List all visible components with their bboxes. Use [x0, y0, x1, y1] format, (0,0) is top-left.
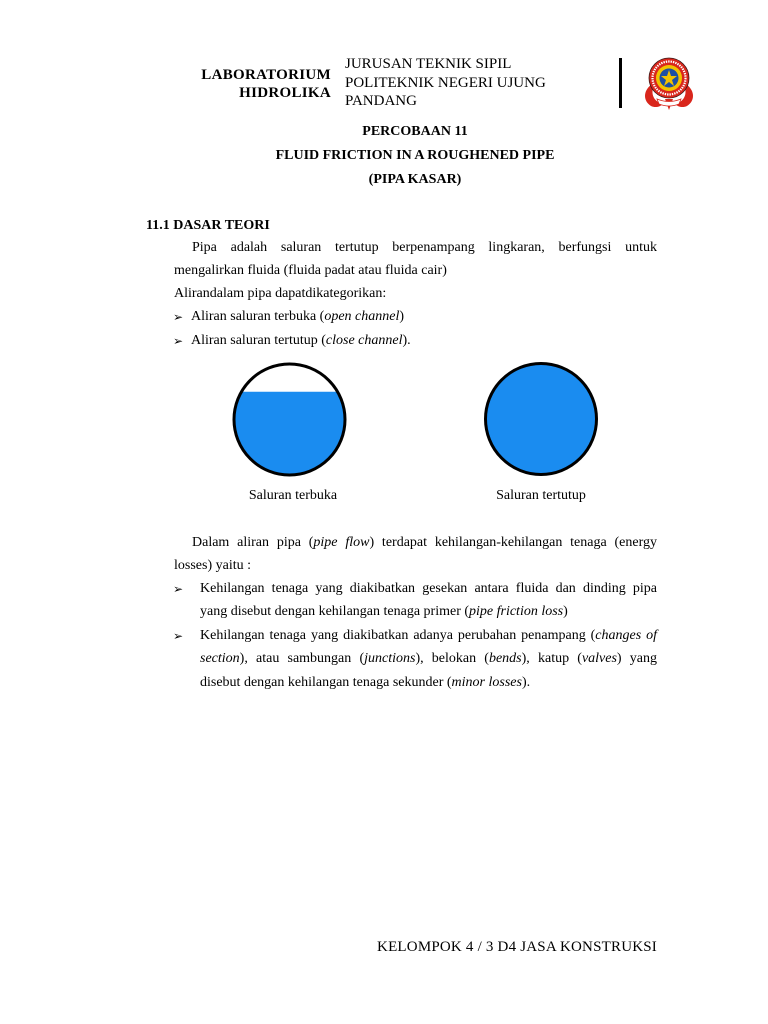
paragraph-text: ) [563, 604, 568, 619]
paragraph-text: Dalam aliran pipa ( [192, 535, 314, 550]
paragraph-text: yang disebut dengan kehilangan tenaga primer ( [200, 604, 470, 619]
category-text: Aliran saluran terbuka ( [191, 309, 325, 324]
paragraph-text: ) yang [616, 651, 657, 666]
category-open-channel [191, 307, 404, 327]
arrowhead-bullet-icon: ➢ [173, 334, 184, 348]
paragraph-term: valves [581, 651, 617, 666]
minor-loss-line-1 [200, 626, 657, 646]
arrowhead-bullet-icon: ➢ [173, 310, 184, 324]
paragraph-text: ), atau sambungan ( [239, 651, 365, 666]
paragraph-text: ), belokan ( [415, 651, 489, 666]
category-text: Aliran saluran tertutup ( [191, 333, 326, 348]
category-term: open channel [324, 309, 400, 324]
paragraph-term: junctions [364, 651, 416, 666]
minor-loss-line-3 [200, 673, 530, 693]
intro-line-2: mengalirkan fluida (fluida padat atau fluida cair) [174, 263, 447, 278]
paragraph-term: changes of [595, 628, 657, 643]
arrowhead-bullet-icon: ➢ [173, 582, 184, 596]
paragraph-text: disebut dengan kehilangan tenaga sekunder ( [200, 675, 452, 690]
primary-loss-line-1: Kehilangan tenaga yang diakibatkan gesekan antara fluida dan dinding pipa [200, 581, 657, 596]
paragraph-text: ). [521, 675, 531, 690]
intro-line-3: Alirandalam pipa dapatdikategorikan: [174, 286, 387, 301]
category-closing: ). [402, 333, 411, 348]
arrowhead-bullet-icon: ➢ [173, 629, 184, 643]
department-line-1: JURUSAN TEKNIK SIPIL [345, 56, 512, 72]
paragraph-text: Kehilangan tenaga yang diakibatkan adanya perubahan penampang ( [200, 628, 596, 643]
paragraph-term: minor losses [451, 675, 522, 690]
closed-channel-label: Saluran tertutup [496, 488, 586, 503]
experiment-title: FLUID FRICTION IN A ROUGHENED PIPE [275, 148, 555, 163]
lab-name-line-2: HIDROLIKA [239, 85, 331, 101]
paragraph-term: pipe flow [313, 535, 370, 550]
category-term: close channel [325, 333, 403, 348]
category-closing: ) [399, 309, 405, 324]
department-line-2: POLITEKNIK NEGERI UJUNG [345, 75, 546, 91]
energy-losses-line-2: losses) yaitu : [174, 558, 251, 573]
header-divider [619, 58, 622, 108]
primary-loss-line-2 [200, 602, 568, 622]
energy-losses-line-1 [192, 533, 657, 553]
pipe-cross-section-figure [220, 350, 620, 490]
paragraph-term: section [200, 651, 240, 666]
section-heading: 11.1 DASAR TEORI [146, 218, 270, 233]
category-close-channel [191, 331, 411, 351]
open-channel-label: Saluran terbuka [248, 488, 338, 503]
institution-emblem-icon [638, 55, 700, 111]
experiment-subtitle: (PIPA KASAR) [368, 172, 462, 187]
open-channel-water [234, 392, 345, 475]
intro-line-1: Pipa adalah saluran tertutup berpenampang lingkaran, berfungsi untuk [192, 240, 657, 255]
paragraph-text: ) terdapat kehilangan-kehilangan tenaga (energy [369, 535, 657, 550]
paragraph-term: pipe friction loss [469, 604, 564, 619]
paragraph-term: bends [488, 651, 522, 666]
paragraph-text: ), katup ( [521, 651, 582, 666]
minor-loss-line-2 [200, 649, 657, 669]
department-line-3: PANDANG [345, 93, 417, 109]
experiment-number: PERCOBAAN 11 [362, 124, 468, 139]
page-footer: KELOMPOK 4 / 3 D4 JASA KONSTRUKSI [377, 939, 657, 955]
lab-name-line-1: LABORATORIUM [201, 67, 331, 83]
